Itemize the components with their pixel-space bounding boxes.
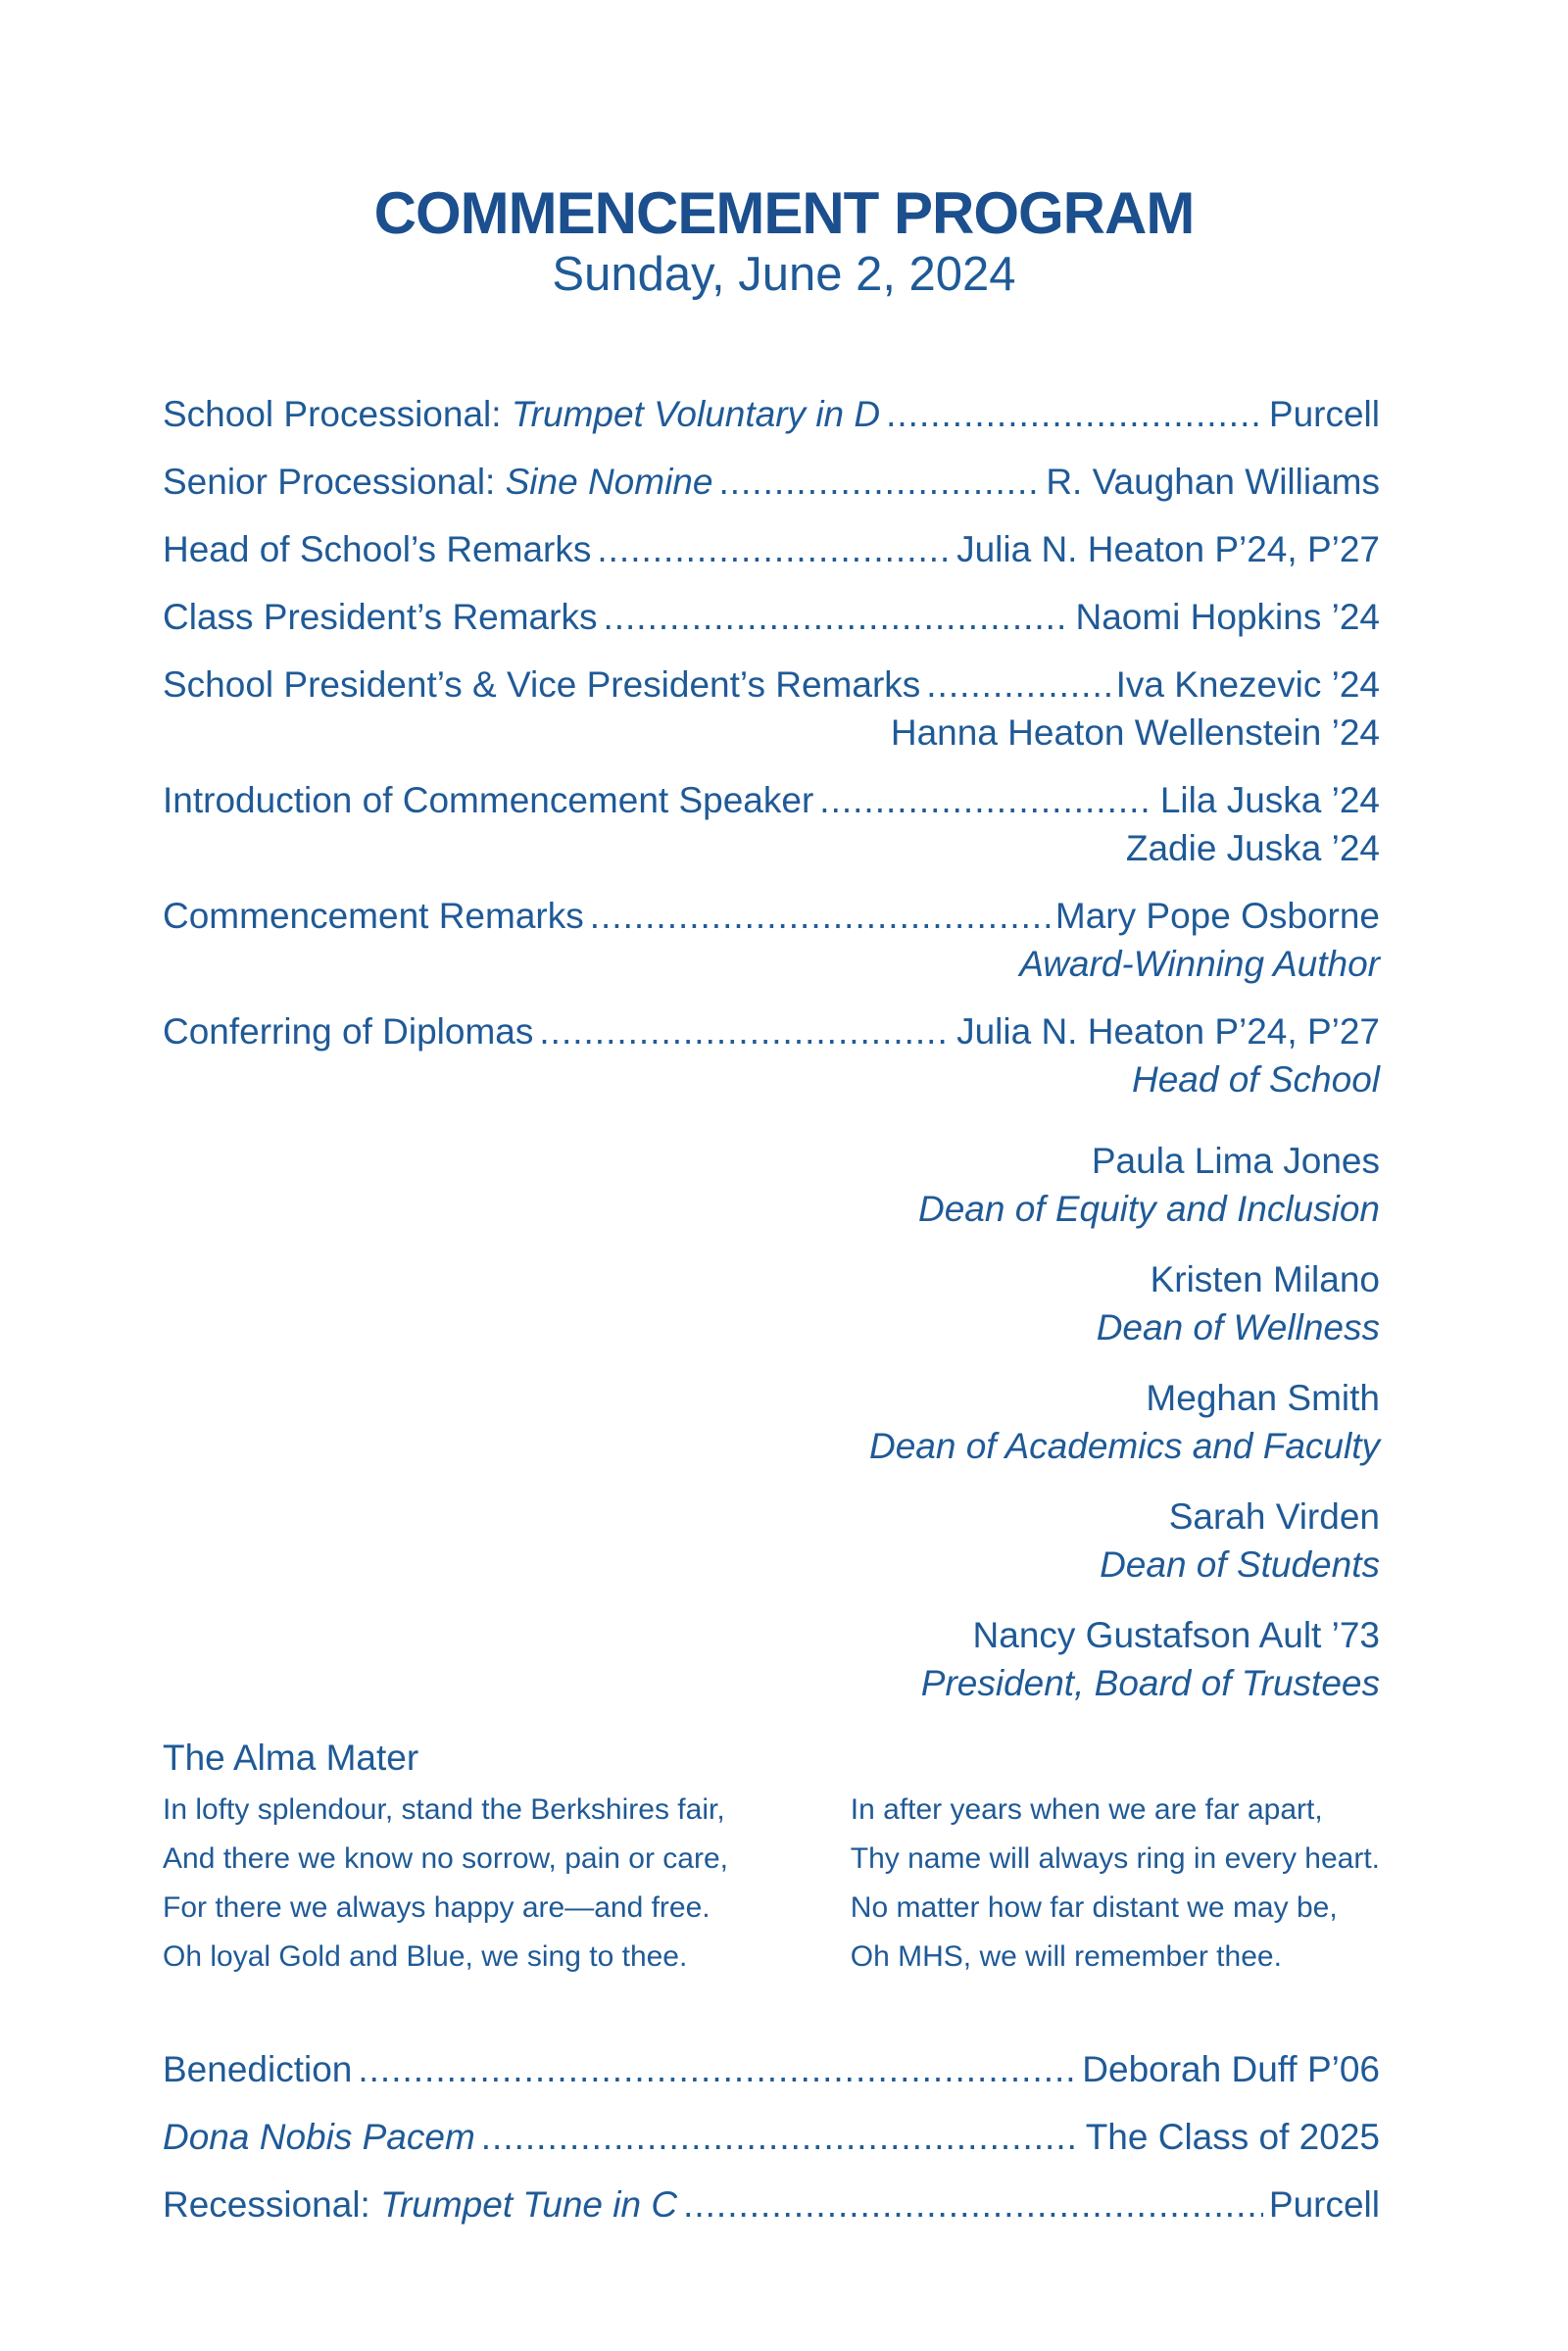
item-performer: Purcell bbox=[1268, 394, 1380, 434]
item-performer: Lila Juska ’24 bbox=[1159, 780, 1380, 820]
dot-leader bbox=[603, 593, 1069, 641]
program-item-speaker-introduction bbox=[163, 776, 1380, 872]
verse-line: For there we always happy are—and free. bbox=[163, 1891, 710, 1924]
dot-leader bbox=[597, 525, 951, 573]
verse-line: No matter how far distant we may be, bbox=[850, 1891, 1338, 1924]
closing-program-list bbox=[163, 2045, 1380, 2248]
item-label: Senior Processional: Sine Nomine bbox=[163, 462, 713, 502]
official-entry bbox=[596, 1255, 1380, 1351]
official-name: Meghan Smith bbox=[1146, 1378, 1380, 1418]
official-name: Kristen Milano bbox=[1150, 1259, 1380, 1299]
official-name: Sarah Virden bbox=[1168, 1496, 1380, 1537]
dot-leader bbox=[926, 661, 1109, 709]
alma-mater-verse-right bbox=[851, 1786, 1380, 1982]
item-performer: The Class of 2025 bbox=[1085, 2117, 1380, 2157]
alma-mater-verse-left bbox=[163, 1786, 851, 1982]
item-label: Dona Nobis Pacem bbox=[163, 2117, 475, 2157]
alma-mater-section bbox=[163, 1735, 1380, 1982]
program-item-class-president-remarks bbox=[163, 593, 1380, 641]
verse-line: Oh MHS, we will remember thee. bbox=[850, 1940, 1282, 1973]
program-item-head-remarks bbox=[163, 525, 1380, 573]
item-label: Introduction of Commencement Speaker bbox=[163, 780, 814, 820]
official-entry bbox=[596, 1374, 1380, 1470]
official-role: Dean of Wellness bbox=[1096, 1307, 1380, 1347]
item-performer-secondary: Hanna Heaton Wellenstein ’24 bbox=[890, 712, 1380, 753]
item-label: School Processional: Trumpet Voluntary in D bbox=[163, 394, 881, 434]
official-entry bbox=[596, 1137, 1380, 1233]
item-performer: Naomi Hopkins ’24 bbox=[1075, 597, 1380, 637]
dot-leader bbox=[590, 892, 1050, 940]
program-item-conferring-diplomas bbox=[163, 1007, 1380, 1103]
program-item-school-processional bbox=[163, 390, 1380, 438]
program-item-senior-processional bbox=[163, 458, 1380, 506]
dot-leader bbox=[539, 1007, 951, 1055]
item-label: Benediction bbox=[163, 2049, 353, 2089]
program-item-benediction bbox=[163, 2045, 1380, 2093]
verse-line: Thy name will always ring in every heart. bbox=[850, 1842, 1380, 1875]
item-label: School President’s & Vice President’s Remarks bbox=[163, 664, 921, 705]
item-label: Class President’s Remarks bbox=[163, 597, 598, 637]
item-performer-title: Head of School bbox=[1131, 1059, 1380, 1100]
item-label: Conferring of Diplomas bbox=[163, 1011, 534, 1052]
dot-leader bbox=[718, 458, 1040, 506]
verse-line: In lofty splendour, stand the Berkshires fair, bbox=[163, 1793, 725, 1826]
item-performer-title: Award-Winning Author bbox=[1019, 944, 1380, 984]
dot-leader bbox=[683, 2180, 1263, 2229]
dot-leader bbox=[481, 2113, 1080, 2161]
dot-leader bbox=[358, 2045, 1076, 2093]
official-entry bbox=[596, 1493, 1380, 1589]
verse-line: In after years when we are far apart, bbox=[850, 1793, 1323, 1826]
program-item-commencement-remarks bbox=[163, 892, 1380, 988]
official-name: Paula Lima Jones bbox=[1091, 1141, 1380, 1181]
dot-leader bbox=[886, 390, 1263, 438]
program-list bbox=[163, 390, 1380, 1123]
item-performer: Julia N. Heaton P’24, P’27 bbox=[956, 1011, 1380, 1052]
item-performer: Purcell bbox=[1268, 2184, 1380, 2225]
official-role: Dean of Students bbox=[1100, 1544, 1380, 1585]
page-title: COMMENCEMENT PROGRAM bbox=[373, 180, 1195, 246]
program-item-dona-nobis-pacem bbox=[163, 2113, 1380, 2161]
item-performer: Deborah Duff P’06 bbox=[1082, 2049, 1380, 2089]
official-role: Dean of Equity and Inclusion bbox=[917, 1189, 1380, 1229]
item-performer: Mary Pope Osborne bbox=[1054, 896, 1380, 936]
item-label: Commencement Remarks bbox=[163, 896, 584, 936]
verse-line: Oh loyal Gold and Blue, we sing to thee. bbox=[163, 1940, 688, 1973]
official-entry bbox=[596, 1611, 1380, 1707]
program-item-school-president-remarks bbox=[163, 661, 1380, 757]
official-role: Dean of Academics and Faculty bbox=[869, 1426, 1380, 1466]
item-performer: Iva Knezevic ’24 bbox=[1115, 664, 1380, 705]
official-name: Nancy Gustafson Ault ’73 bbox=[972, 1615, 1380, 1655]
event-date: Sunday, June 2, 2024 bbox=[552, 248, 1016, 301]
item-label: Recessional: Trumpet Tune in C bbox=[163, 2184, 678, 2225]
official-role: President, Board of Trustees bbox=[920, 1663, 1380, 1703]
alma-mater-title: The Alma Mater bbox=[163, 1738, 419, 1778]
dot-leader bbox=[819, 776, 1154, 824]
item-performer: R. Vaughan Williams bbox=[1046, 462, 1380, 502]
item-label: Head of School’s Remarks bbox=[163, 529, 592, 569]
diploma-officials bbox=[596, 1137, 1380, 1730]
item-performer: Julia N. Heaton P’24, P’27 bbox=[956, 529, 1380, 569]
item-performer-secondary: Zadie Juska ’24 bbox=[1125, 828, 1380, 868]
verse-line: And there we know no sorrow, pain or care, bbox=[163, 1842, 728, 1875]
program-item-recessional bbox=[163, 2180, 1380, 2229]
